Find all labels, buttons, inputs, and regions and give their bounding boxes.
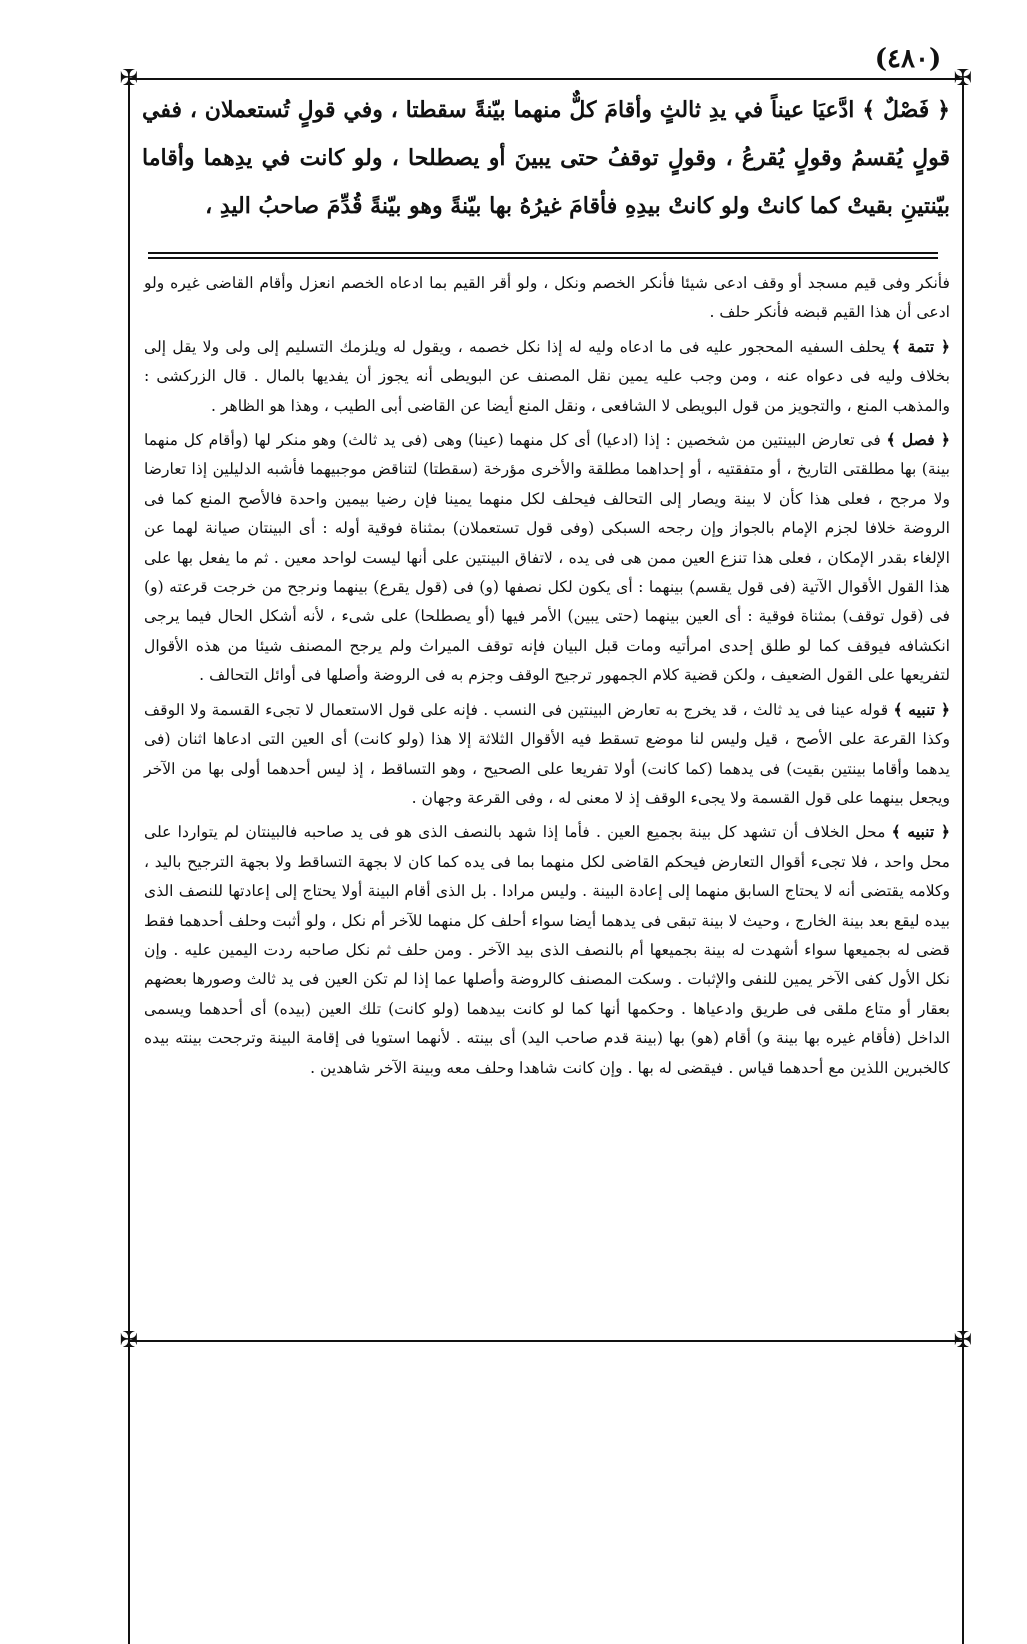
paragraph-lead: ﴿ تنبيه ﴾ — [893, 699, 950, 719]
commentary-paragraph — [144, 817, 950, 1083]
corner-ornament-icon: ✠ — [953, 66, 973, 91]
corner-ornament-icon: ✠ — [119, 66, 139, 91]
paragraph-lead: ﴿ فصل ﴾ — [886, 430, 950, 450]
commentary-paragraph — [144, 268, 950, 328]
paragraph-text: يحلف السفيه المحجور عليه فى ما ادعاه وليه له إذا نكل خصمه ، ويقول له ويلزمك التسليم إلى ولى ولا يقل إلى بخلاف وليه فى دعواه عنه ، ومن وجب عليه يمين نقل المصنف عن البويطى أنه يجوز أن يفديها بالمال . قال الزركشى : والمذهب المنع ، والتجويز من قول البويطى لا الشافعى ، ونقل المنع أيضا عن القاضى أبى الطيب ، وهذا هو الظاهر . — [144, 337, 950, 415]
paragraph-text: فأنكر وفى قيم مسجد أو وقف ادعى شيئا فأنكر الخصم ونكل ، ولو أقر القيم بما ادعاه الخصم انعزل وأقام القاضى غيره ولو ادعى أن هذا القيم قبضه فأنكر حلف . — [144, 274, 950, 322]
commentary-paragraph — [144, 332, 950, 421]
paragraph-text: قوله عينا فى يد ثالث ، قد يخرج به تعارض البينتين فى النسب . فإنه على قول الاستعمال لا تجىء القسمة ولا الوقف وكذا القرعة على الأصح ، قيل وليس لنا موضع تسقط فيه الأقوال الثلاثة إلا هذا (ولو كانت) أى العين التى ادعاها اثنان (فى يدهما وأقاما بينتين بقيت) فى يدهما (كما كانت) أولا تفريعا على الصحيح ، وهو التساقط ، إذ ليس أحدهما أولى بها من الآخر ويجعل بينهما على قول القسمة ولا يجىء الوقف إذ لا معنى له ، وفى القرعة وجهان . — [144, 700, 950, 807]
matn-text: ﴿ فَصْلٌ ﴾ ادَّعيَا عيناً في يدِ ثالثٍ وأقامَ كلٌّ منهما بيّنةً سقطتا ، وفي قولٍ تُستعملان ، ففي قولٍ يُقسمُ وقولٍ يُقرعُ ، وقولٍ توقفُ حتى يبينَ أو يصطلحا ، ولو كانت في يدِهما وأقاما بيّنتينِ بقيتْ كما كانتْ ولو كانتْ بيدِهِ فأقامَ غيرُهُ بها بيّنةً وهو بيّنةً قُدِّمَ صاحبُ اليدِ ، — [142, 97, 950, 219]
corner-ornament-icon: ✠ — [119, 1328, 139, 1353]
commentary-paragraph — [144, 695, 950, 814]
corner-ornament-icon: ✠ — [953, 1328, 973, 1353]
paragraph-lead: ﴿ تتمة ﴾ — [891, 336, 950, 356]
commentary-paragraph — [144, 425, 950, 691]
paragraph-text: فى تعارض البينتين من شخصين : إذا (ادعيا) أى كل منهما (عينا) وهى (فى يد ثالث) وهو منكر لها (وأقام كل منهما بينة) بها مطلقتى التاريخ ، أو متفقتيه ، أو إحداهما مطلقة والأخرى مؤرخة (سقطتا) لتناقض موجبيهما فأشبه الدليلين إذا تعارضا ولا مرجح ، فعلى هذا كأن لا بينة ويصار إلى التحالف فيحلف لكل منهما يمينا فإن رضيا بيمين واحدة فالأصح المنع كما فى الروضة خلافا لجزم الإمام بالجواز وإن رجحه السبكى (وفى قول تستعملان) بمثناة فوقية أوله : أى البينتان صيانة لهما عن الإلغاء بقدر الإمكان ، فعلى هذا تنزع العين ممن هى فى يده ، لاتفاق البينتين على أنها ليست لواحد معين . ثم ما يفعل بها على هذا القول الأقوال الآتية (فى قول يقسم) بينهما : أى يكون لكل نصفها (و) فى (قول يقرع) بينهما ونرجح من خرجت قرعته (و) فى (قول توقف) بمثناة فوقية : أى العين بينهما (حتى يبين) الأمر فيها (أو يصطلحا) على شىء ، لأنه أشكل الحال فيما يرجى انكشافه فيوقف كما لو طلق إحدى امرأتيه ومات قبل البيان فإنه توقف الميراث ولم يرجح المصنف شيئا من هذه الأقوال لتفريعها على القول الضعيف ، ولكن قضية كلام الجمهور ترجيح الوقف وجزم به فى الروضة وأصلها فى أوائل التحالف . — [144, 431, 950, 685]
paragraph-lead: ﴿ تنبيه ﴾ — [891, 822, 950, 842]
paragraph-text: محل الخلاف أن تشهد كل بينة بجميع العين . فأما إذا شهد بالنصف الذى هو فى يد صاحبه فالبينتان لم يتواردا على محل واحد ، فلا تجىء أقوال التعارض فيحكم القاضى لكل منهما بما فى يده كما كان لا بجهة التساقط ولا بجهة الترجيح باليد ، وكلامه يقتضى أنه لا يحتاج السابق منهما إلى إعادة البينة . وليس مرادا . بل الذى أقام البينة أولا يحتاج إلى إعادتها للنصف الذى بيده ليقع بعد بينة الخارج ، وحيث لا بينة تبقى فى يدهما أيضا سواء أحلف كل منهما للآخر أم نكل ، ولو أثبت وحلف أحدهما فقط قضى له بجميعها سواء أشهدت له بينة بجميعها أم بالنصف الذى بيد الآخر . ومن حلف ثم نكل صاحبه ردت اليمين عليه . وإن نكل الأول كفى الآخر يمين للنفى والإثبات . وسكت المصنف كالروضة وأصلها عما إذا لم تكن العين فى يد ثالث وصورها بعضهم بعقار أو متاع ملقى فى طريق وادعياها . وحكمها أنها كما لو كانت بيدهما (ولو كانت) تلك العين (بيده) أى أحدهما ويسمى الداخل (فأقام غيره بها بينة و) أقام (هو) بها (بينة قدم صاحب اليد) أى بينته . لأنهما استويا فى إقامة البينة وترجحت بينته بيده كالخبرين اللذين مع أحدهما قياس . فيقضى له بها . وإن كانت شاهدا وحلف معه وبينة الآخر شاهدين . — [144, 823, 950, 1077]
matn-separator-line — [148, 252, 938, 254]
commentary-block — [144, 268, 950, 1338]
matn-separator-line-second — [148, 257, 938, 259]
top-border-line — [128, 78, 962, 80]
page-number: (٤٨٠) — [874, 44, 942, 74]
bottom-border-line — [128, 1340, 962, 1342]
